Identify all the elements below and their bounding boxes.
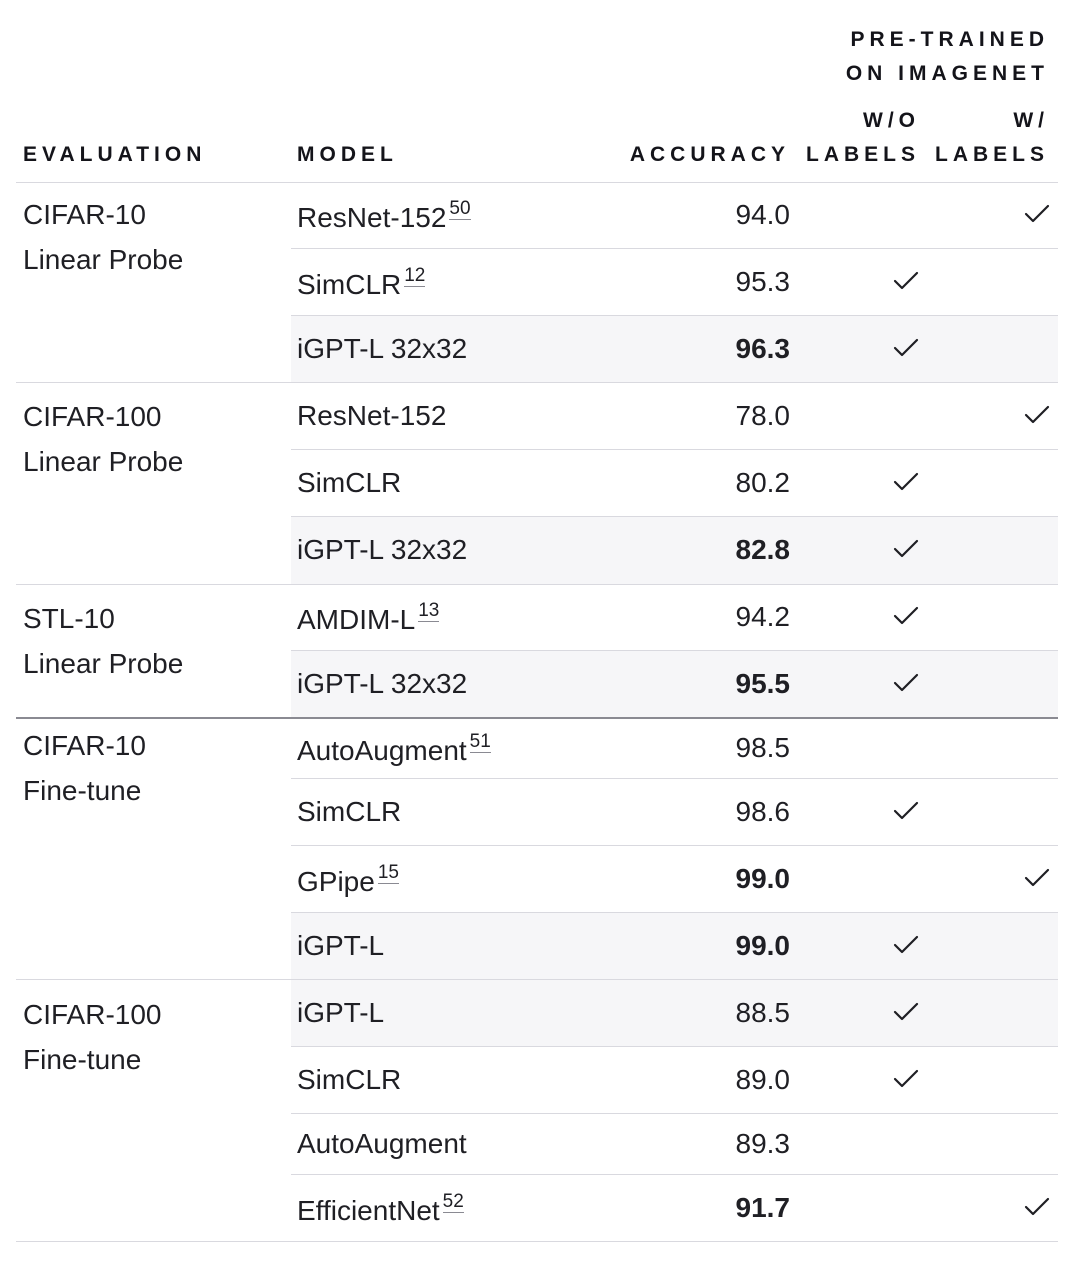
accuracy-cell: 80.2 [735,466,790,498]
check-icon [893,1002,919,1022]
accuracy-cell: 99.0 [735,929,790,961]
table-bottom-divider [16,1241,304,1242]
model-cell [297,668,467,700]
check-icon [893,673,919,693]
model-name: SimCLR [297,795,402,827]
check-icon [893,472,919,492]
row-divider [291,1113,1058,1114]
check-icon [893,271,919,291]
evaluation-method: Fine-tune [23,775,142,806]
model-cell [297,333,467,365]
pretrained-header-line2: ON IMAGENET [845,62,1049,85]
evaluation-method: Linear Probe [23,244,184,275]
group-divider [16,979,1058,980]
pretrained-header-line1: PRE-TRAINED [850,28,1049,51]
row-divider [291,1046,1058,1047]
evaluation-cell [23,394,183,484]
model-cell [297,266,425,301]
model-cell [297,732,491,767]
reference-number[interactable]: 51 [469,730,491,752]
evaluation-method: Linear Probe [23,648,184,679]
accuracy-cell: 78.0 [735,399,790,431]
header-divider [16,182,1058,183]
accuracy-header: ACCURACY [629,143,790,166]
model-name: AMDIM-L [297,604,416,635]
check-icon [893,338,919,358]
model-cell [297,1192,464,1227]
model-cell [297,199,471,234]
reference-number[interactable]: 13 [418,600,440,621]
reference-number[interactable]: 52 [442,1190,464,1212]
row-divider [291,1174,1058,1175]
accuracy-cell: 94.0 [735,199,790,230]
model-name: EfficientNet [297,1194,440,1226]
model-cell [297,997,384,1029]
model-cell [297,796,401,828]
model-name: iGPT-L 32x32 [297,332,468,364]
evaluation-cell [23,723,146,813]
check-icon [1024,868,1050,888]
model-name: ResNet-152 [297,399,447,431]
check-icon [893,1069,919,1089]
accuracy-cell: 95.5 [735,667,790,699]
model-cell [297,467,401,499]
evaluation-cell [23,192,183,282]
check-icon [1024,1197,1050,1217]
model-name: SimCLR [297,1063,402,1095]
check-icon [893,801,919,821]
model-name: ResNet-152 [297,202,447,233]
model-cell [297,1128,467,1160]
row-divider [291,845,1058,846]
wo-labels-header-line2: LABELS [806,143,920,166]
accuracy-cell: 99.0 [735,862,790,894]
table-bottom-divider [304,1241,1058,1242]
evaluation-dataset: CIFAR-10 [23,199,146,230]
w-labels-header-line1: W/ [1013,109,1049,132]
model-name: AutoAugment [297,734,467,766]
model-cell [297,400,446,432]
reference-number[interactable]: 15 [377,861,399,883]
accuracy-cell: 88.5 [735,996,790,1028]
accuracy-cell: 96.3 [735,332,790,364]
accuracy-cell: 95.3 [735,265,790,297]
model-name: iGPT-L 32x32 [297,534,468,565]
evaluation-dataset: CIFAR-100 [23,401,162,432]
check-icon [893,606,919,626]
evaluation-dataset: CIFAR-100 [23,999,162,1030]
reference-number[interactable]: 50 [449,198,471,219]
row-divider [291,248,1058,249]
wo-labels-header-line1: W/O [863,109,920,132]
evaluation-method: Fine-tune [23,1044,142,1075]
model-name: iGPT-L [297,929,385,961]
row-divider [291,778,1058,779]
accuracy-cell: 82.8 [735,534,790,565]
group-divider [16,382,1058,383]
model-name: GPipe [297,865,375,897]
reference-number[interactable]: 12 [404,264,426,286]
check-icon [1024,405,1050,425]
evaluation-dataset: STL-10 [23,603,115,634]
model-name: iGPT-L 32x32 [297,667,468,699]
model-name: SimCLR [297,466,402,498]
model-name: iGPT-L [297,996,385,1028]
evaluation-cell [23,992,162,1082]
evaluation-header: EVALUATION [23,143,207,166]
model-cell [297,1064,401,1096]
group-divider [16,584,1058,585]
model-header: MODEL [297,143,398,166]
w-labels-header-line2: LABELS [935,143,1049,166]
model-name: AutoAugment [297,1127,467,1159]
check-icon [893,935,919,955]
model-cell [297,601,439,636]
accuracy-cell: 94.2 [735,601,790,632]
group-divider [16,717,1058,719]
model-cell [297,534,467,566]
accuracy-cell: 98.5 [735,731,790,763]
row-divider [291,449,1058,450]
accuracy-cell: 89.3 [735,1127,790,1159]
accuracy-cell: 98.6 [735,795,790,827]
evaluation-dataset: CIFAR-10 [23,730,146,761]
model-name: SimCLR [297,268,402,300]
check-icon [1024,204,1050,224]
model-cell [297,930,384,962]
accuracy-cell: 91.7 [735,1191,790,1223]
evaluation-method: Linear Probe [23,446,184,477]
model-cell [297,863,399,898]
accuracy-cell: 89.0 [735,1063,790,1095]
evaluation-cell [23,596,183,686]
check-icon [893,539,919,559]
